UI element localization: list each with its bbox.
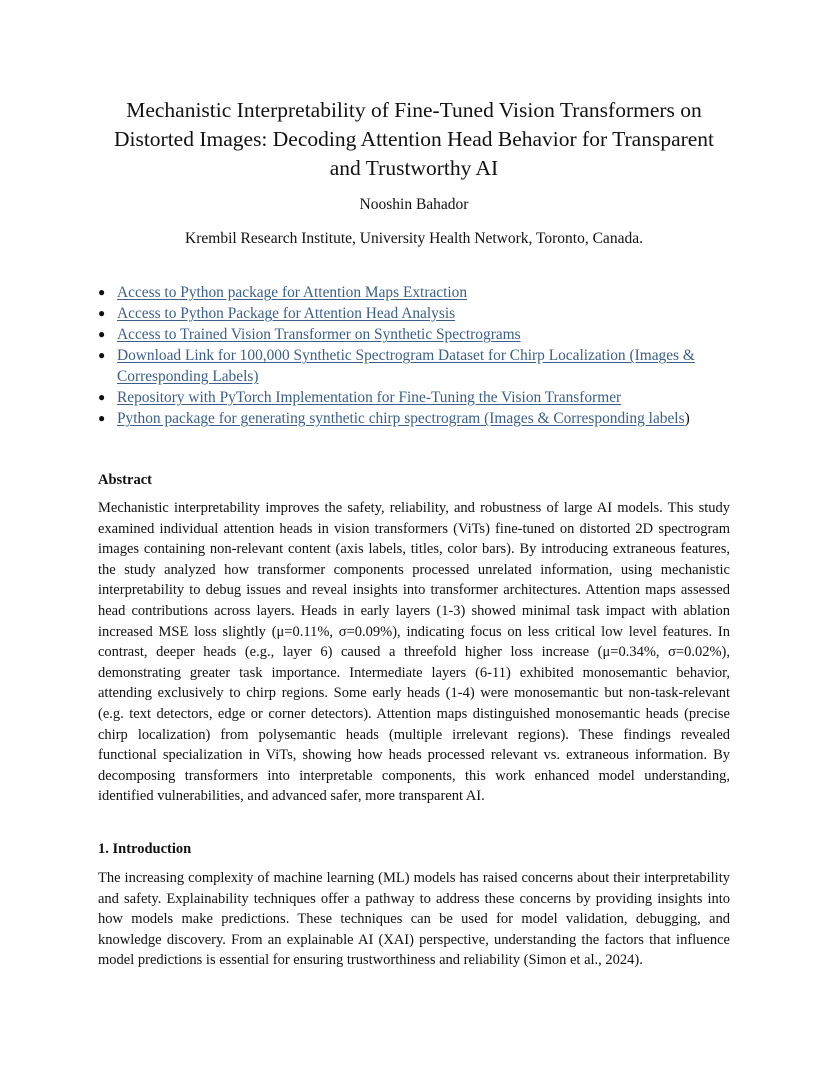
- abstract-line: contrast, deeper heads (e.g., layer 6) caused a threefold higher loss increase (μ=0.34%, σ=0.02%),: [98, 644, 730, 661]
- bullet-icon: ●: [98, 327, 106, 341]
- link-list-item: [98, 324, 748, 345]
- title-line: Distorted Images: Decoding Attention Head Behavior for Transparent: [113, 127, 715, 151]
- link-pytorch-repo[interactable]: Repository with PyTorch Implementation for Fine-Tuning the Vision Transformer: [117, 389, 622, 406]
- title-line: and Trustworthy AI: [329, 156, 499, 180]
- abstract-body: [98, 498, 730, 807]
- link-text-line: Corresponding Labels): [117, 368, 259, 385]
- abstract-line: demonstrating greater task importance. Intermediate layers (6-11) exhibited monosemantic behavior,: [98, 664, 730, 681]
- paper-title: [90, 96, 738, 183]
- link-dataset-download[interactable]: [117, 347, 695, 385]
- abstract-line: attending exclusively to chirp regions. Some early heads (1-4) were monosemantic but non-task-relevant: [98, 685, 730, 702]
- intro-line: and safety. Explainability techniques offer a pathway to address these concerns by providing insights into: [98, 890, 730, 907]
- bullet-icon: ●: [98, 348, 106, 362]
- link-trained-vit[interactable]: Access to Trained Vision Transformer on Synthetic Spectrograms: [117, 326, 521, 343]
- bullet-icon: ●: [98, 285, 106, 299]
- abstract-line: examined individual attention heads in vision transformers (ViTs) fine-tuned on distorted 2D spectrogram: [98, 520, 730, 537]
- abstract-line: increased MSE loss slightly (μ=0.11%, σ=0.09%), indicating focus on less critical low level features. In: [98, 623, 730, 640]
- abstract-line: identified vulnerabilities, and advanced safer, more transparent AI.: [98, 788, 485, 805]
- abstract-line: interpretability to debug issues and reveal insights into transformer architectures. Attention maps assessed: [98, 582, 730, 599]
- introduction-body: [98, 868, 730, 971]
- title-line: Mechanistic Interpretability of Fine-Tuned Vision Transformers on: [126, 98, 702, 122]
- intro-line: model predictions is essential for ensuring trustworthiness and reliability (Simon et al., 2024).: [98, 952, 643, 969]
- abstract-line: head contributions across layers. Heads in early layers (1-3) showed minimal task impact with ablation: [98, 602, 730, 619]
- intro-line: knowledge discovery. From an explainable AI (XAI) perspective, understanding the factors that influence: [98, 931, 730, 948]
- abstract-line: Mechanistic interpretability improves the safety, reliability, and robustness of large AI models. This study: [98, 500, 730, 516]
- link-text-line: Download Link for 100,000 Synthetic Spectrogram Dataset for Chirp Localization (Images &: [117, 347, 695, 364]
- link-attention-head-package[interactable]: Access to Python Package for Attention Head Analysis: [117, 305, 456, 322]
- abstract-line: (e.g. text detectors, edge or corner detectors). Attention maps distinguished monosemantic heads (precise: [98, 705, 730, 722]
- introduction-heading: 1. Introduction: [98, 841, 192, 857]
- link-list-item: [98, 282, 748, 303]
- bullet-icon: ●: [98, 390, 106, 404]
- bullet-icon: ●: [98, 306, 106, 320]
- link-list-item: [98, 303, 748, 324]
- link-list-item: [98, 345, 748, 387]
- resource-links-list: [98, 282, 748, 429]
- link-list-item: [98, 408, 748, 429]
- link-attention-maps-package[interactable]: Access to Python package for Attention Maps Extraction: [117, 284, 468, 301]
- abstract-line: functional specialization in ViTs, showing how heads processed relevant vs. extraneous information. By: [98, 747, 730, 764]
- link-list-item: [98, 387, 748, 408]
- link-chirp-generator-package[interactable]: Python package for generating synthetic chirp spectrogram (Images & Corresponding labels: [117, 410, 685, 427]
- author-affiliation: Krembil Research Institute, University Health Network, Toronto, Canada.: [185, 230, 643, 247]
- author-name: Nooshin Bahador: [359, 196, 469, 213]
- abstract-heading: Abstract: [98, 472, 152, 488]
- bullet-icon: ●: [98, 411, 106, 425]
- abstract-line: chirp localization) from polysemantic heads (multiple irrelevant regions). These findings revealed: [98, 726, 730, 743]
- intro-line: The increasing complexity of machine learning (ML) models has raised concerns about their interpretability: [98, 870, 730, 886]
- intro-line: how models make predictions. These techniques can be used for model validation, debugging, and: [98, 911, 730, 928]
- abstract-line: images containing non-relevant content (axis labels, titles, color bars). By introducing extraneous features,: [98, 541, 730, 558]
- link-suffix: ): [684, 410, 690, 427]
- abstract-line: decomposing transformers into interpretable components, this work enhanced model understanding,: [98, 767, 730, 784]
- abstract-line: the study analyzed how transformer components processed unrelated information, using mechanistic: [98, 561, 730, 578]
